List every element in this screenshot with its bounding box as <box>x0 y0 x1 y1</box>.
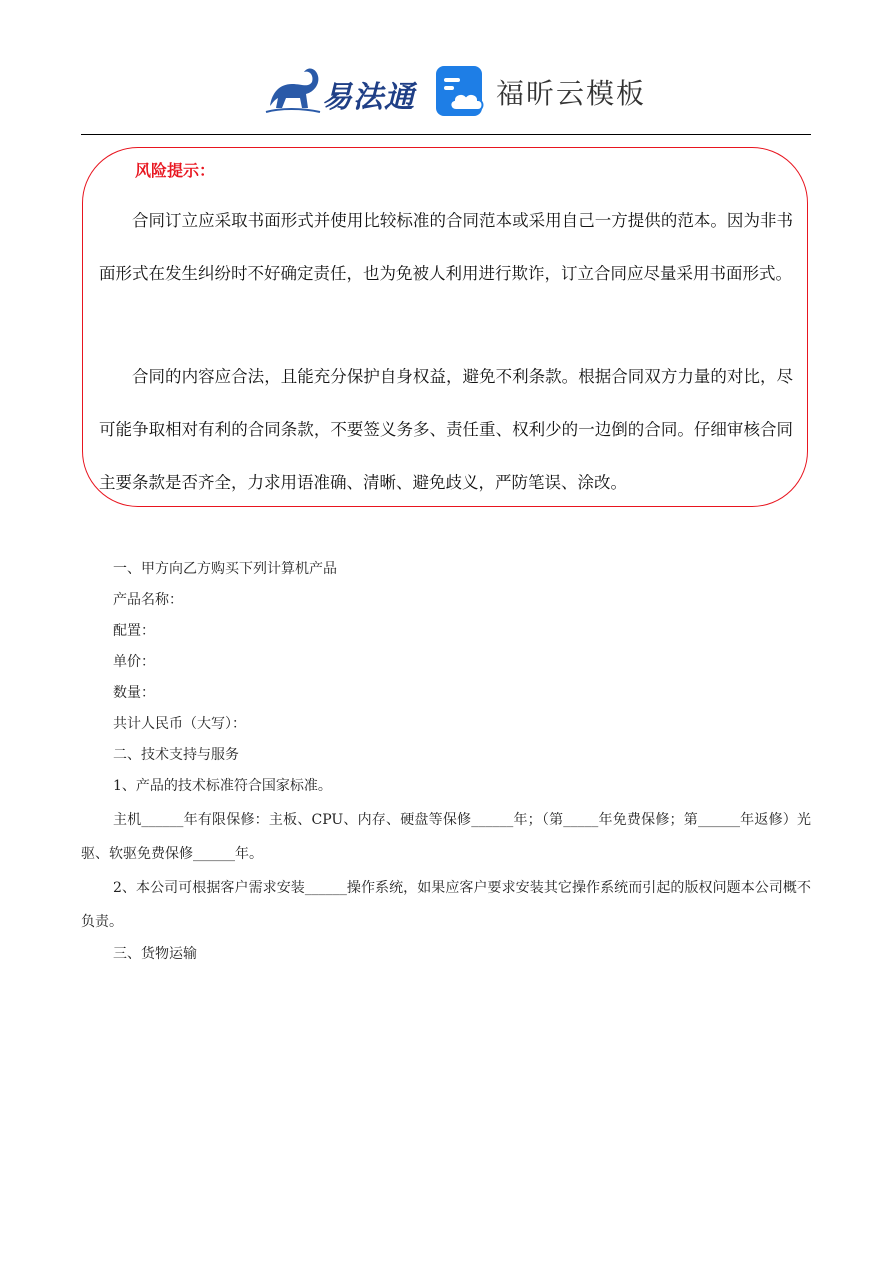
field-label: 数量： <box>113 685 155 701</box>
logo-foxit-template: 福昕云模板 <box>496 77 647 110</box>
field-label: 配置： <box>113 623 155 639</box>
risk-paragraph: 合同的内容应合法，且能充分保护自身权益，避免不利条款。根据合同双方力量的对比，尽可能争取相对有利的合同条款，不要签义务多、责任重、权利少的一边倒的合同。仔细审核合同主要条款是否齐全，力求用语准确、清晰、避免歧义，严防笔误、涂改。 <box>99 367 793 492</box>
foxit-cloud-icon <box>436 66 486 116</box>
logo-yifatong: 易法通 <box>322 80 415 115</box>
risk-warning-box <box>82 147 808 507</box>
header-divider <box>81 134 811 135</box>
header <box>0 58 893 122</box>
risk-paragraph: 合同订立应采取书面形式并使用比较标准的合同范本或采用自己一方提供的范本。因为非书面形式在发生纠纷时不好确定责任，也为免被人利用进行欺诈，订立合同应尽量采用书面形式。 <box>99 211 793 283</box>
field-label: 共计人民币（大写）： <box>113 716 246 732</box>
clause: 1、产品的技术标准符合国家标准。 <box>113 778 332 794</box>
section-heading: 一、甲方向乙方购买下列计算机产品 <box>113 561 337 577</box>
section-heading: 三、货物运输 <box>113 946 197 962</box>
field-label: 单价： <box>113 654 155 670</box>
warranty-clause: 主机______年有限保修：主板、CPU、内存、硬盘等保修______年；（第_____年免费保修；第______年返修）光驱、软驱免费保修______年。 <box>81 812 811 862</box>
contract-body <box>81 554 811 970</box>
section-heading: 二、技术支持与服务 <box>113 747 239 763</box>
risk-title: 风险提示： <box>135 161 216 180</box>
install-clause: 2、本公司可根据客户需求安装______操作系统，如果应客户要求安装其它操作系统而引起的版权问题本公司概不负责。 <box>81 880 811 930</box>
qilin-logo-icon <box>262 62 322 118</box>
field-label: 产品名称： <box>113 592 183 608</box>
